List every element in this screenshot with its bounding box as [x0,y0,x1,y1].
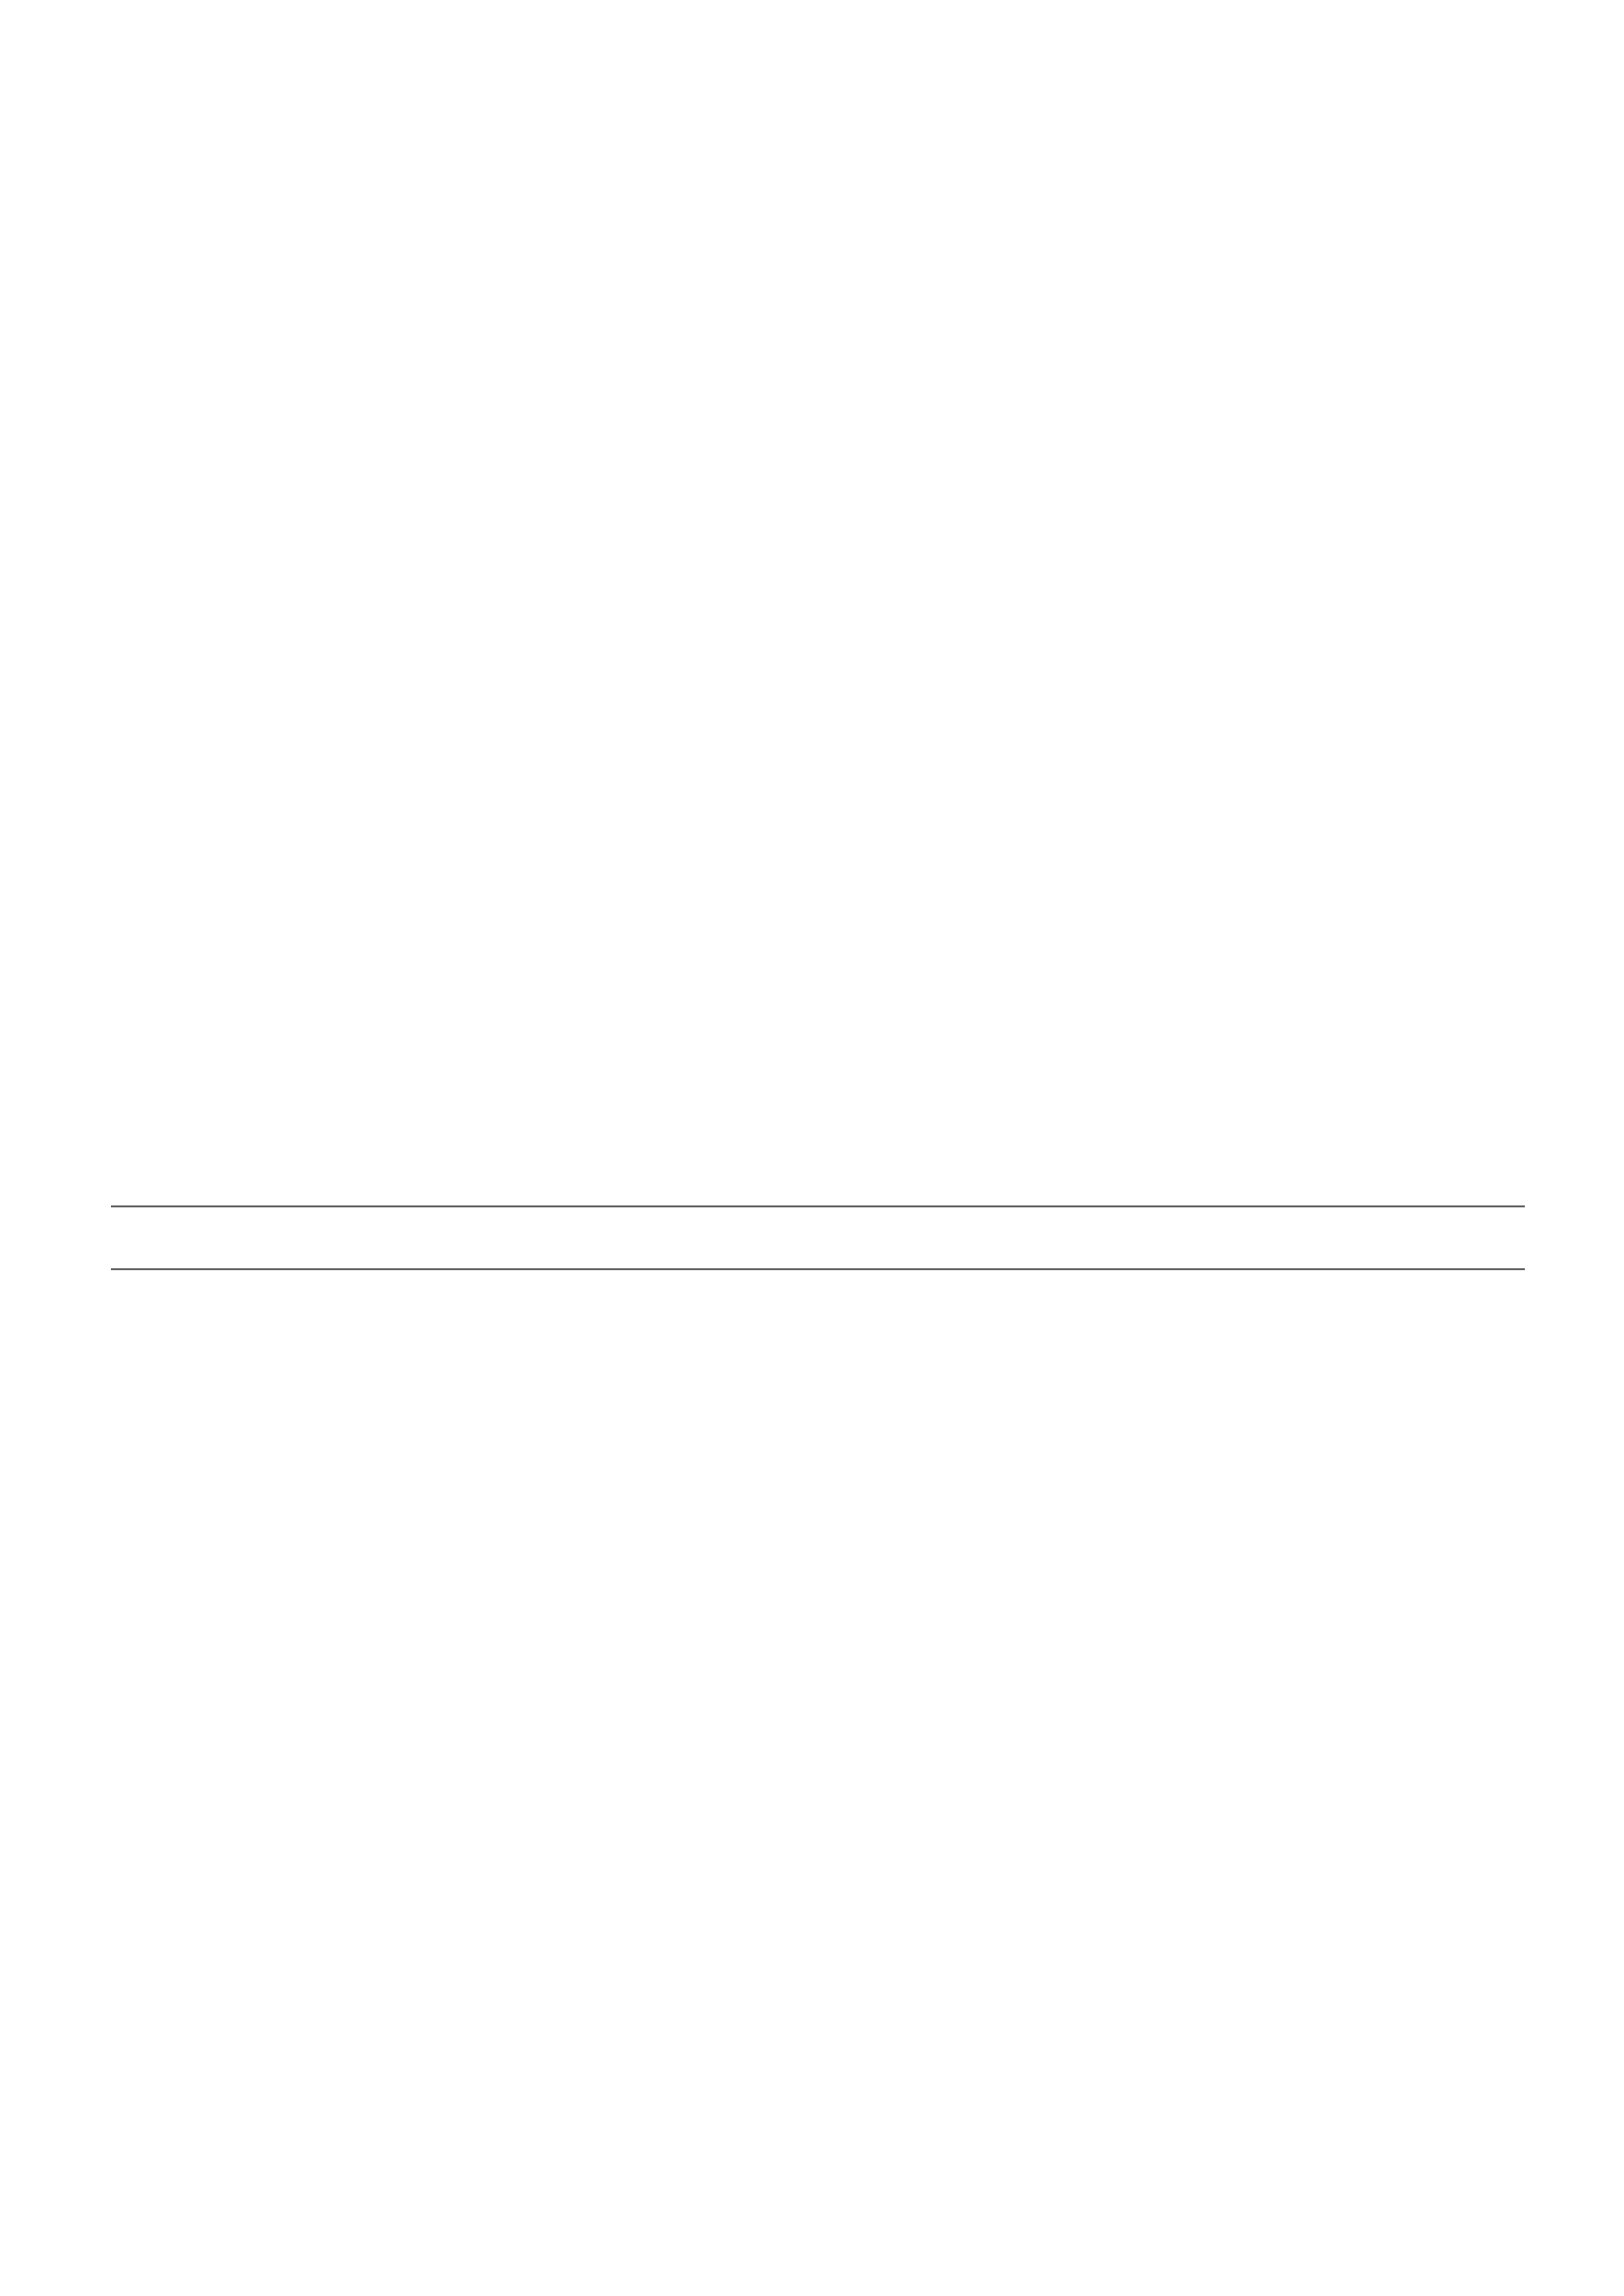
parts-last-line [123,1207,1301,1216]
page-header [1037,102,1528,151]
parts-last-row [111,1207,1525,1270]
parts-first-row [111,1103,1525,1207]
parts-list [111,1103,1525,1270]
